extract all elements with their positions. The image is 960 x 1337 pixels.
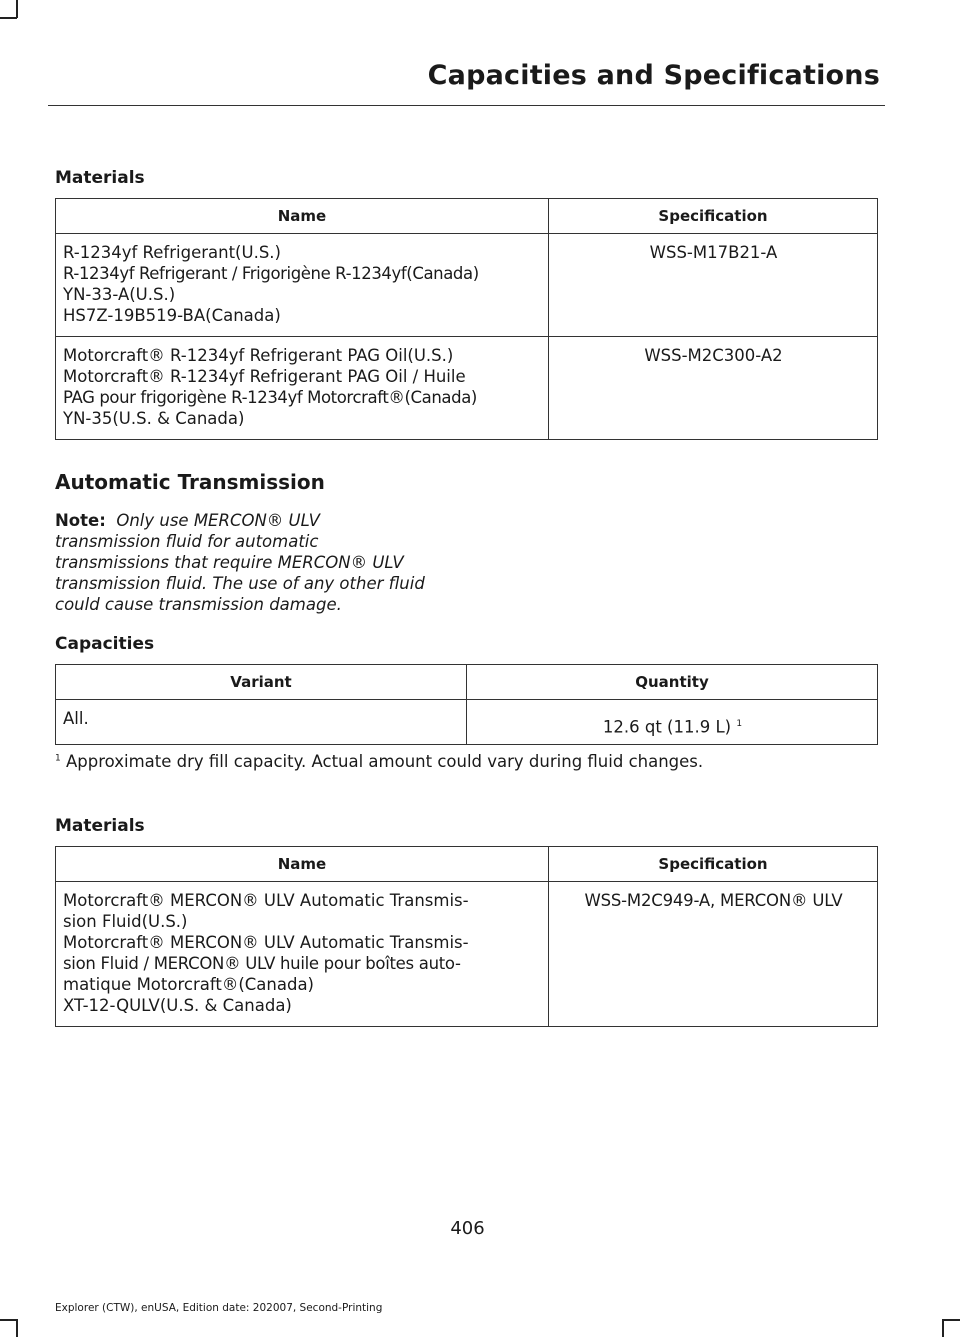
capacities-label: Capacities (55, 634, 155, 654)
edition-line: Explorer (CTW), enUSA, Edition date: 202007, Second-Printing (55, 1302, 383, 1314)
name-line: sion Fluid / MERCON® ULV huile pour boîtes auto- (63, 954, 461, 973)
specification-cell: WSS-M2C300-A2 (549, 337, 878, 440)
specification-cell: WSS-M17B21-A (549, 234, 878, 337)
name-line: R-1234yf Refrigerant / Frigorigène R-1234yf(Canada) (63, 264, 479, 283)
table-row (56, 337, 878, 440)
materials-table-refrigerant (55, 198, 878, 440)
note-line: could cause transmission damage. (55, 595, 342, 614)
note-line: transmissions that require MERCON® ULV (55, 553, 404, 572)
material-name-cell (56, 882, 549, 1027)
page-number: 406 (450, 1218, 485, 1239)
crop-mark (16, 0, 18, 18)
page-title: Capacities and Specifications (427, 60, 880, 91)
column-header-name: Name (56, 199, 549, 234)
capacities-table (55, 664, 878, 745)
note-line: transmission fluid for automatic (55, 532, 319, 551)
quantity-cell (467, 700, 878, 745)
specification-cell: WSS-M2C949-A, MERCON® ULV (549, 882, 878, 1027)
name-line: Motorcraft® MERCON® ULV Automatic Transmis- (63, 891, 469, 910)
section-heading: Automatic Transmission (55, 470, 325, 494)
footnote-mark: 1 (55, 753, 61, 764)
transmission-note (55, 510, 475, 615)
note-label: Note: (55, 511, 106, 530)
name-line: YN-33-A(U.S.) (63, 285, 176, 304)
table-row (56, 234, 878, 337)
column-header-name: Name (56, 847, 549, 882)
crop-mark (942, 1319, 944, 1337)
column-header-specification: Specification (549, 847, 878, 882)
note-line: transmission fluid. The use of any other fluid (55, 574, 425, 593)
name-line: Motorcraft® MERCON® ULV Automatic Transmis- (63, 933, 469, 952)
note-line: Only use MERCON® ULV (116, 511, 320, 530)
table-row (56, 882, 878, 1027)
name-line: PAG pour frigorigène R-1234yf Motorcraft®(Canada) (63, 388, 477, 407)
column-header-specification: Specification (549, 199, 878, 234)
name-line: Motorcraft® R-1234yf Refrigerant PAG Oil / Huile (63, 367, 466, 386)
materials-table-transmission-fluid (55, 846, 878, 1027)
name-line: YN-35(U.S. & Canada) (63, 409, 245, 428)
variant-cell: All. (56, 700, 467, 745)
column-header-quantity: Quantity (467, 665, 878, 700)
quantity-value: 12.6 qt (11.9 L) (602, 717, 732, 737)
crop-mark (0, 17, 17, 19)
footnote-ref: 1 (736, 719, 743, 729)
name-line: HS7Z-19B519-BA(Canada) (63, 306, 281, 325)
capacity-footnote (55, 752, 703, 771)
material-name-cell (56, 234, 549, 337)
footnote-text: Approximate dry fill capacity. Actual amount could vary during fluid changes. (65, 752, 704, 771)
name-line: matique Motorcraft®(Canada) (63, 975, 314, 994)
name-line: XT-12-QULV(U.S. & Canada) (63, 996, 292, 1015)
material-name-cell (56, 337, 549, 440)
column-header-variant: Variant (56, 665, 467, 700)
table-row (56, 700, 878, 745)
name-line: R-1234yf Refrigerant(U.S.) (63, 243, 281, 262)
materials-label: Materials (55, 168, 145, 188)
header-divider (48, 105, 885, 106)
name-line: Motorcraft® R-1234yf Refrigerant PAG Oil(U.S.) (63, 346, 454, 365)
crop-mark (0, 1319, 17, 1321)
name-line: sion Fluid(U.S.) (63, 912, 188, 931)
materials-label: Materials (55, 816, 145, 836)
crop-mark (942, 1319, 960, 1321)
crop-mark (16, 1319, 18, 1337)
